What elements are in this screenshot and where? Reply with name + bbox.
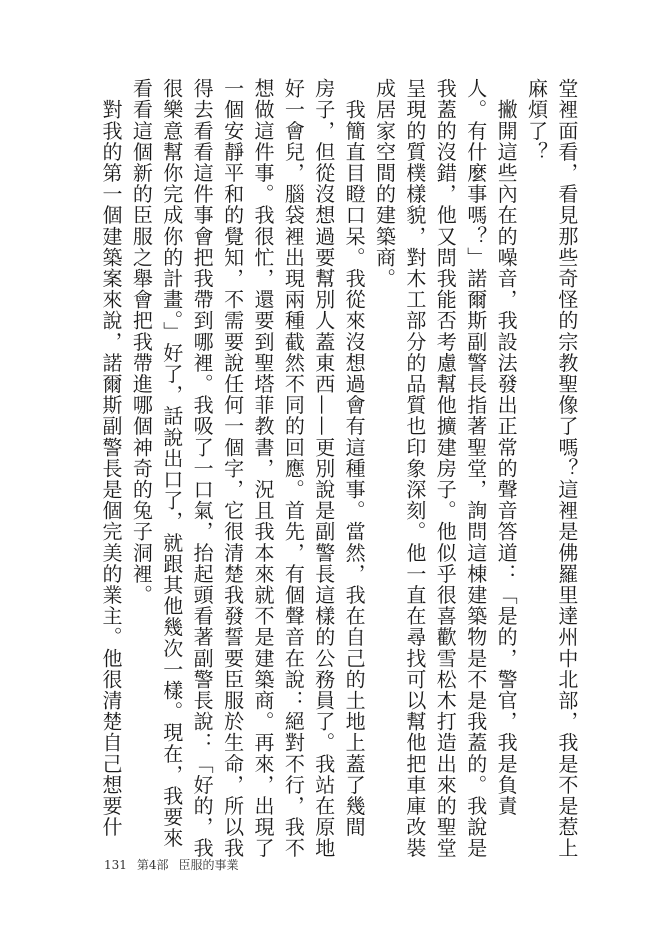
- page-number: 131: [104, 858, 127, 872]
- text-column-9: 房子，但從沒想過要幫別人蓋東西——更別說是副警長這樣的公務員了。我站在原地: [311, 78, 336, 859]
- part-title: 臣服的事業: [178, 858, 239, 872]
- text-column-5: 我蓋的沒錯，他又問我能否考慮幫他擴建房子。他似乎很喜歡雪松木打造出來的聖堂: [433, 78, 458, 859]
- text-column-14: 很樂意幫你完成你的計畫。」好了，話說出口了，就跟其他幾次一樣。現在，我要來: [159, 78, 184, 849]
- text-column-7: 成居家空間的建築商。: [372, 78, 397, 289]
- text-column-3: 撇開這些內在的噪音，我設法發出正常的聲音答道：「是的，警官，我是負責: [494, 78, 519, 817]
- text-column-12: 一個安靜平和的覺知，不需要說任何一個字，它很清楚我發誓要臣服於生命，所以我: [220, 78, 245, 859]
- text-column-15: 看看這個新的臣服之舉會把我帶進哪個神奇的兔子洞裡。: [129, 78, 154, 606]
- text-column-2: 麻煩了？: [524, 78, 549, 163]
- text-column-10: 好一會兒，腦袋裡出現兩種截然不同的回應。首先，有個聲音在說：絕對不行，我不: [281, 78, 306, 859]
- text-column-1: 堂裡面看，看見那些奇怪的宗教聖像了嗎？這裡是佛羅里達州中北部，我是不是惹上: [554, 78, 579, 859]
- text-column-13: 得去看看這件事會把我帶到哪裡。我吸了一口氣，抬起頭看著副警長說：「好的，我: [190, 78, 215, 859]
- body-text: [99, 78, 579, 859]
- text-column-11: 想做這件事。我很忙，還要到聖塔菲教書，況且我本來就不是建築商。再來，出現了: [250, 78, 275, 859]
- page-footer: [104, 856, 239, 873]
- text-column-6: 呈現的質樸樣貌，對木工部分的品質也印象深刻。他一直在尋找可以幫他把車庫改裝: [402, 78, 427, 859]
- text-column-8: 我簡直目瞪口呆。我從來沒想過會有這種事。當然，我在自己的土地上蓋了幾間: [342, 78, 367, 838]
- text-column-4: 人。有什麼事嗎？」諾爾斯副警長指著聖堂，詢問這棟建築物是不是我蓋的。我說是: [463, 78, 488, 859]
- text-column-16: 對我的第一個建築案來說，諾爾斯副警長是個完美的業主。他很清楚自己想要什: [99, 78, 123, 838]
- part-label: 第4部: [136, 858, 169, 872]
